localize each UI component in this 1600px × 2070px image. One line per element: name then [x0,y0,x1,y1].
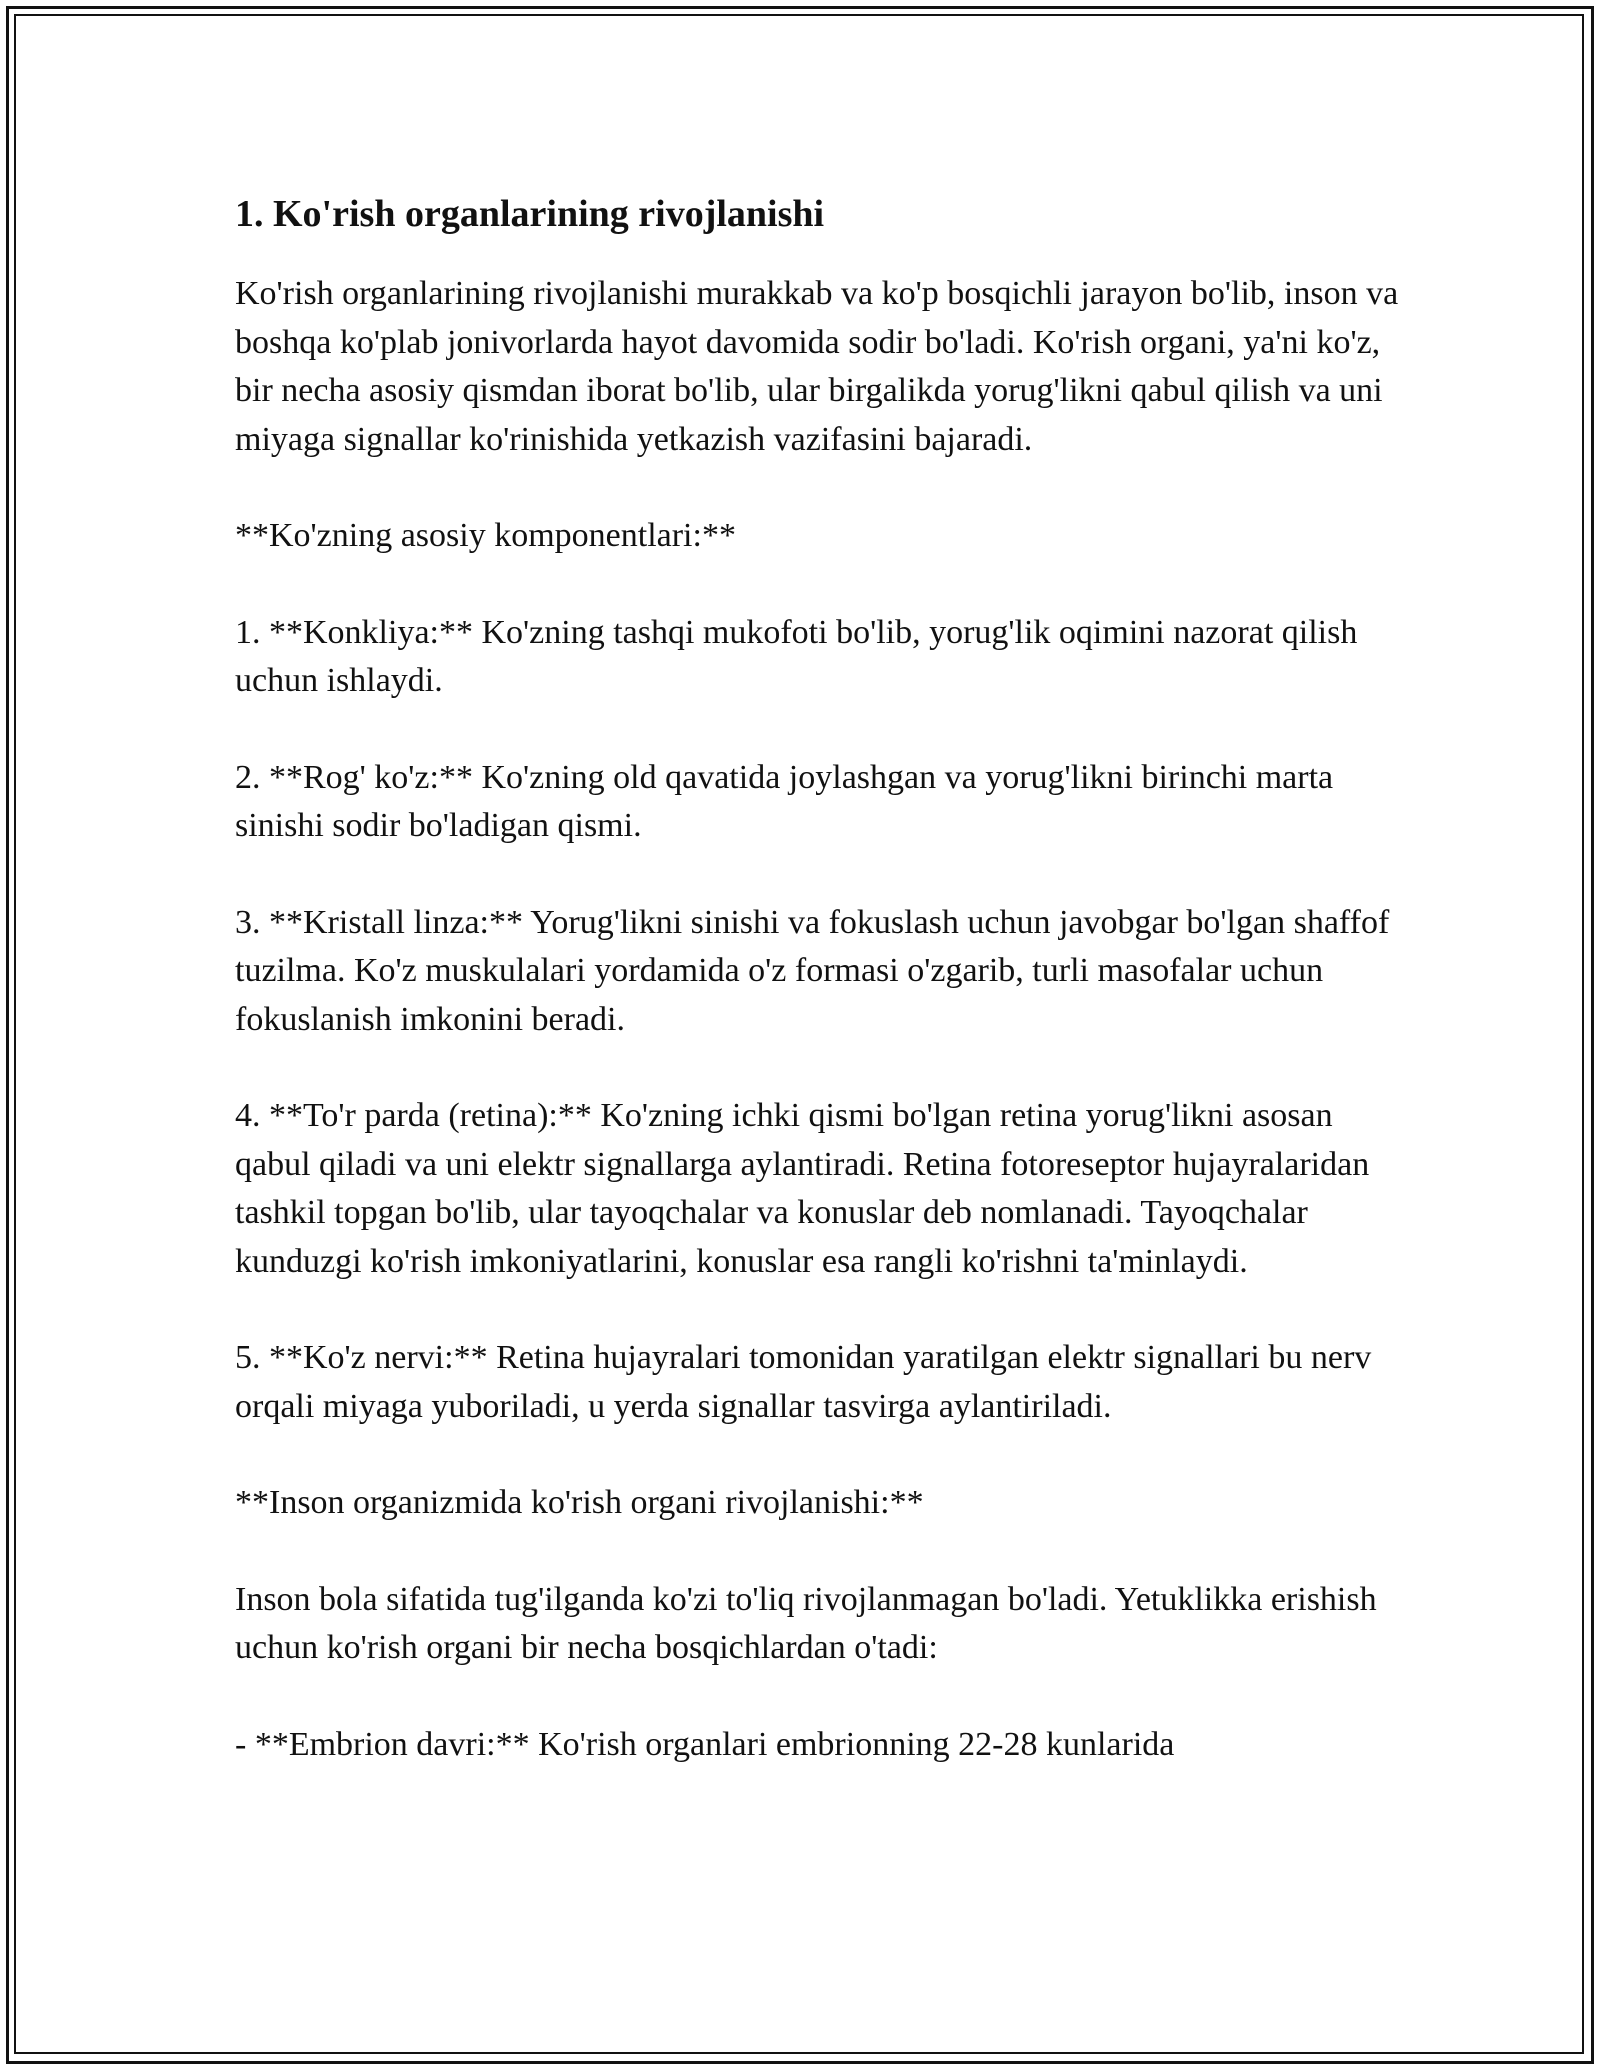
development-subheading: **Inson organizmida ko'rish organi rivojlanishi:** [235,1484,924,1521]
components-subheading: **Ko'zning asosiy komponentlari:** [235,517,736,554]
document-body [235,186,1405,1769]
list-item-koz-nervi: 5. **Ko'z nervi:** Retina hujayralari tomonidan yaratilgan elektr signallari bu nerv orqali miyaga yuboriladi, u yerda signallar tasvirga aylantiriladi. [235,1339,1372,1425]
document-heading: 1. Ko'rish organlarining rivojlanishi [235,193,825,235]
development-paragraph: Inson bola sifatida tug'ilganda ko'zi to'liq rivojlanmagan bo'ladi. Yetuklikka erishish uchun ko'rish organi bir necha bosqichlardan o'tadi: [235,1580,1377,1666]
list-item-kristall-linza: 3. **Kristall linza:** Yorug'likni sinishi va fokuslash uchun javobgar bo'lgan shaffof tuzilma. Ko'z muskulalari yordamida o'z formasi o'zgarib, turli masofalar uchun fokuslanish imkonini beradi. [235,903,1390,1038]
list-item-konkliya: 1. **Konkliya:** Ko'zning tashqi mukofoti bo'lib, yorug'lik oqimini nazorat qilish uchun ishlaydi. [235,613,1358,699]
list-item-rog-koz: 2. **Rog' ko'z:** Ko'zning old qavatida joylashgan va yorug'likni birinchi marta sinishi sodir bo'ladigan qismi. [235,758,1334,844]
list-item-tor-parda: 4. **To'r parda (retina):** Ko'zning ichki qismi bo'lgan retina yorug'likni asosan qabul qiladi va uni elektr signallarga aylantiradi. Retina fotoreseptor hujayralaridan tashkil topgan bo'lib, ular tayoqchalar va konuslar deb nomlanadi. Tayoqchalar kunduzgi ko'rish imkoniyatlarini, konuslar esa rangli ko'rishni ta'minlaydi. [235,1097,1370,1280]
intro-paragraph: Ko'rish organlarining rivojlanishi murakkab va ko'p bosqichli jarayon bo'lib, inson va boshqa ko'plab jonivorlarda hayot davomida sodir bo'ladi. Ko'rish organi, ya'ni ko'z, bir necha asosiy qismdan iborat bo'lib, ular birgalikda yorug'likni qabul qilish va uni miyaga signallar ko'rinishida yetkazish vazifasini bajaradi. [235,275,1399,458]
embryo-period-item: - **Embrion davri:** Ko'rish organlari embrionning 22-28 kunlarida [235,1725,1175,1763]
